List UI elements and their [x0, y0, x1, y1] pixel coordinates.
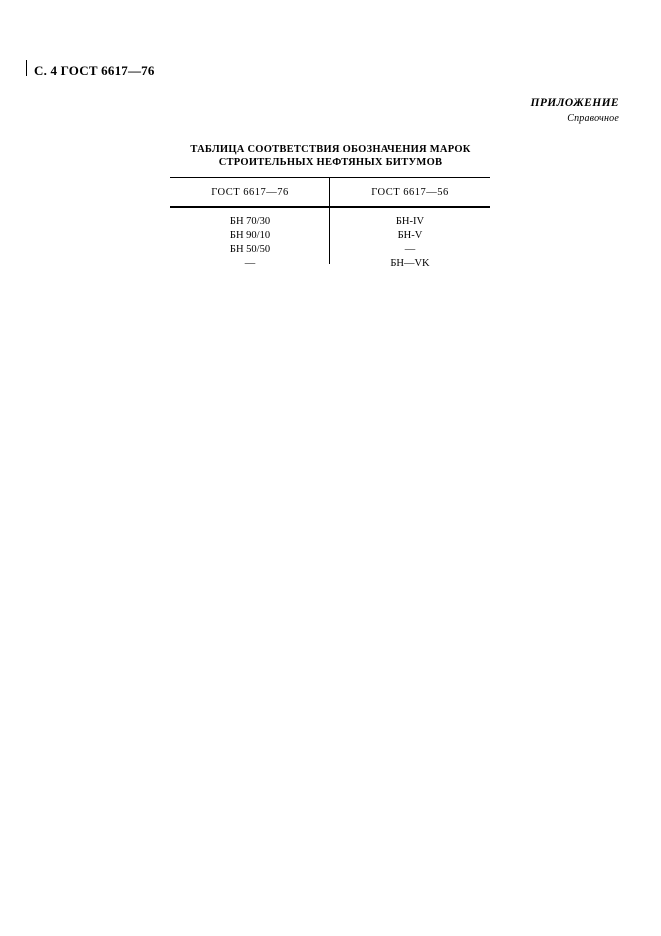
table-cell: БН 90/10 [229, 229, 271, 241]
table-cell: — [244, 257, 256, 269]
table-body [170, 208, 490, 270]
table-cell: БН 50/50 [229, 243, 271, 255]
table-header-cell-2: ГОСТ 6617—56 [371, 186, 449, 198]
appendix-subtitle: Справочное [567, 112, 619, 124]
table-cell: БН—VK [390, 257, 430, 269]
table-title-line-2: СТРОИТЕЛЬНЫХ НЕФТЯНЫХ БИТУМОВ [218, 157, 443, 169]
appendix-block [531, 96, 619, 125]
table-column-gost-76 [170, 212, 330, 270]
appendix-title: ПРИЛОЖЕНИЕ [530, 97, 619, 109]
table-header-cell-1: ГОСТ 6617—76 [170, 178, 330, 206]
table-cell: БН-IV [395, 216, 425, 227]
page-header: С. 4 ГОСТ 6617—76 [34, 63, 155, 78]
table-title-line-1: ТАБЛИЦА СООТВЕТСТВИЯ ОБОЗНАЧЕНИЯ МАРОК [190, 144, 471, 155]
page-margin-rule [26, 60, 27, 76]
table-column-gost-56 [330, 212, 490, 270]
table-cell: БН-V [397, 229, 423, 241]
table-cell: — [404, 243, 416, 255]
table-title [0, 143, 661, 170]
table-header-row [170, 178, 490, 206]
correspondence-table [170, 177, 490, 270]
table-cell: БН 70/30 [229, 216, 271, 227]
